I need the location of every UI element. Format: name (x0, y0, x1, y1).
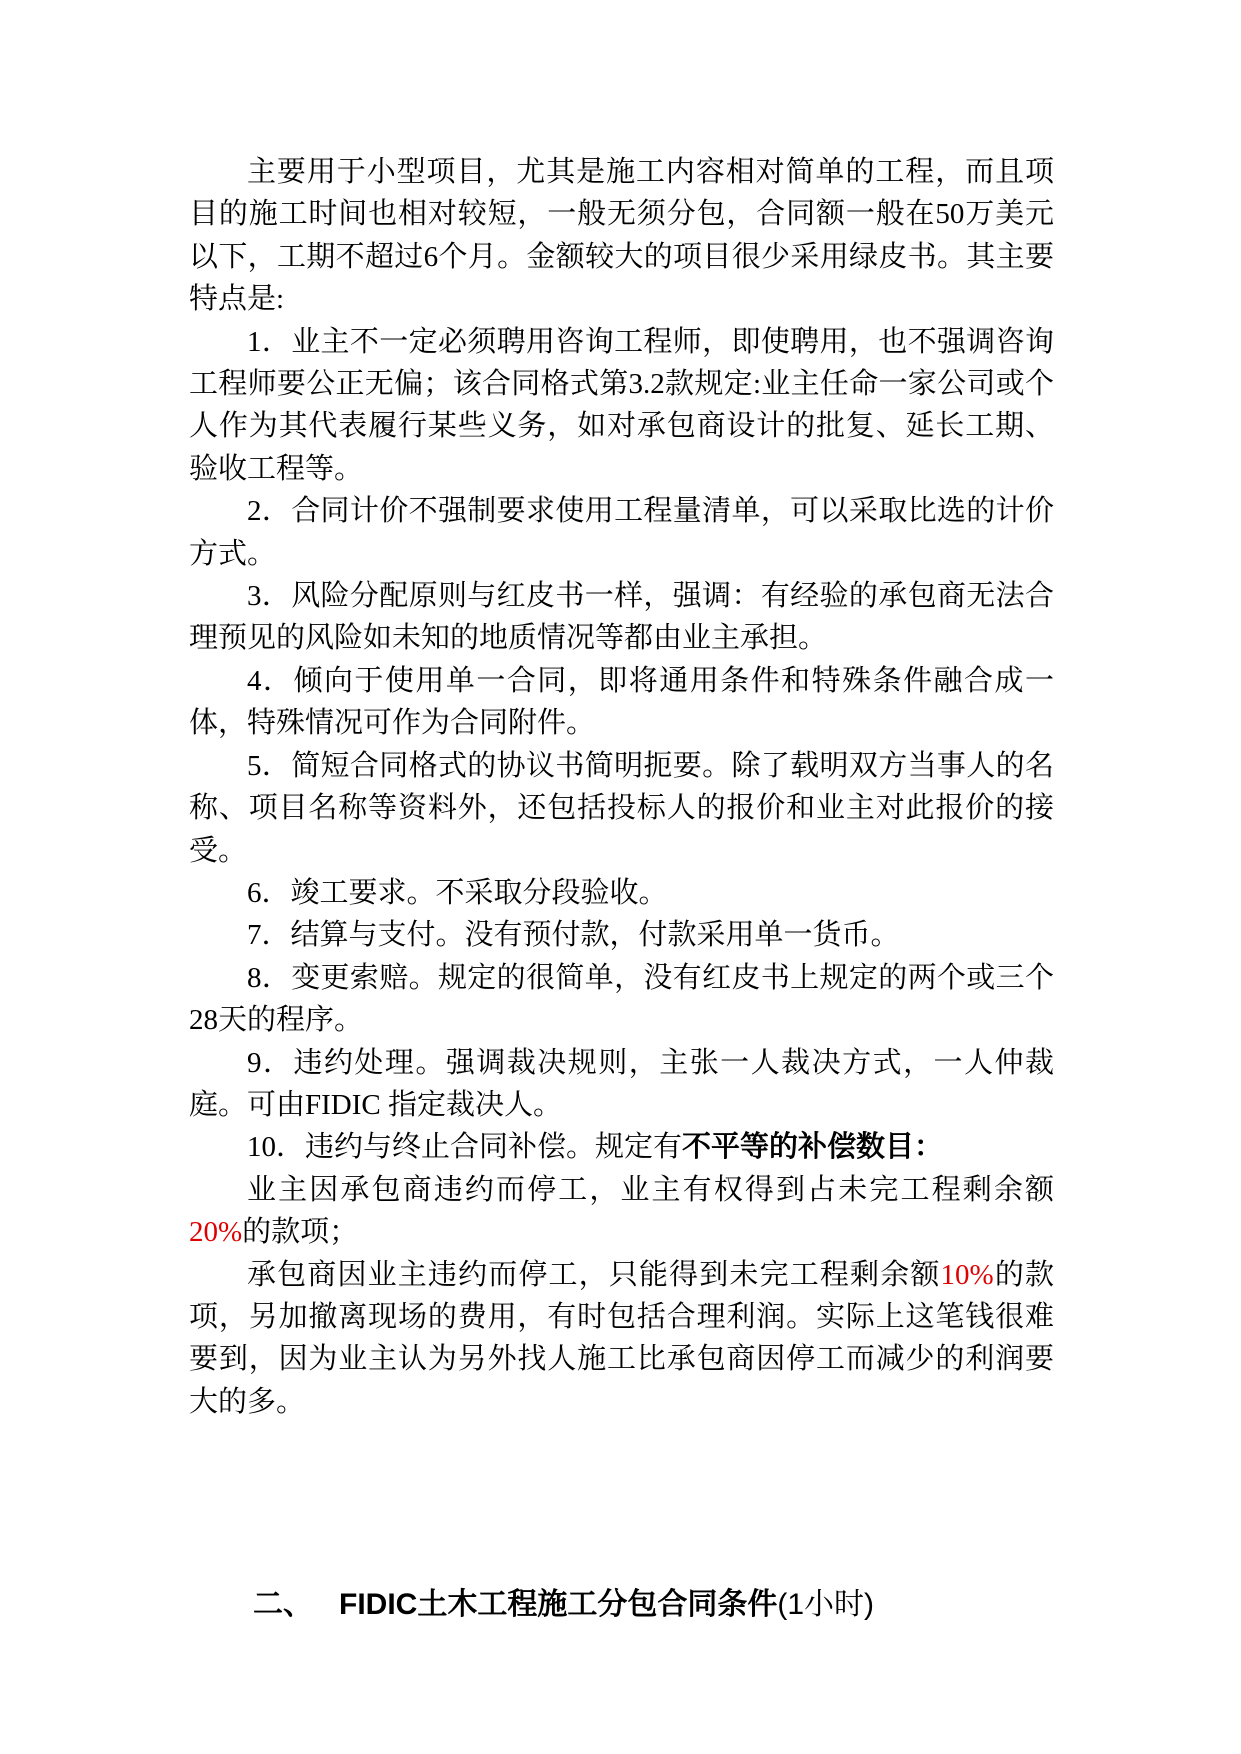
contractor-compensation-paragraph (189, 1254, 1054, 1424)
section-heading (253, 1585, 874, 1625)
owner-text: 业主因承包商违约而停工，业主有权得到占未完工程剩余额 (247, 1173, 1054, 1206)
point-9: 9．违约处理。强调裁决规则，主张一人裁决方式，一人仲裁庭。可由FIDIC 指定裁决人。 (189, 1046, 1054, 1121)
owner-compensation-paragraph (189, 1169, 1054, 1254)
section-duration: (1小时) (777, 1588, 874, 1621)
intro-paragraph: 主要用于小型项目，尤其是施工内容相对简单的工程，而且项目的施工时间也相对较短，一般无须分包，合同额一般在50万美元以下，工期不超过6个月。金额较大的项目很少采用绿皮书。其主要特点是: (189, 156, 1054, 316)
point-10-text: 10．违约与终止合同补偿。规定有 (247, 1131, 683, 1164)
contractor-percentage: 10% (940, 1258, 994, 1291)
point-1: 1．业主不一定必须聘用咨询工程师，即使聘用，也不强调咨询工程师要公正无偏；该合同格式第3.2款规定:业主任命一家公司或个人作为其代表履行某些义务，如对承包商设计的批复、延长工期、验收工程等。 (189, 325, 1054, 485)
section-title: FIDIC土木工程施工分包合同条件 (339, 1588, 778, 1621)
point-6: 6．竣工要求。不采取分段验收。 (247, 876, 668, 909)
section-number: 二、 (253, 1588, 313, 1621)
point-7: 7．结算与支付。没有预付款，付款采用单一货币。 (247, 919, 900, 952)
point-4: 4．倾向于使用单一合同，即将通用条件和特殊条件融合成一体，特殊情况可作为合同附件。 (189, 664, 1054, 740)
point-8: 8．变更索赔。规定的很简单，没有红皮书上规定的两个或三个28天的程序。 (189, 961, 1054, 1037)
point-2: 2．合同计价不强制要求使用工程量清单，可以采取比选的计价方式。 (189, 495, 1054, 570)
point-10 (189, 1126, 1054, 1168)
owner-percentage: 20% (189, 1216, 243, 1249)
contractor-text: 承包商因业主违约而停工，只能得到未完工程剩余额 (247, 1258, 941, 1291)
point-5: 5．简短合同格式的协议书简明扼要。除了载明双方当事人的名称、项目名称等资料外，还包括投标人的报价和业主对此报价的接受。 (189, 749, 1054, 867)
point-3: 3．风险分配原则与红皮书一样，强调：有经验的承包商无法合理预见的风险如未知的地质情况等都由业主承担。 (189, 580, 1054, 655)
point-10-emphasis: 不平等的补偿数目： (682, 1131, 944, 1164)
document-body (189, 151, 1054, 1423)
owner-text-end: 的款项； (242, 1216, 359, 1249)
contractor-text-end: 的款项，另加撤离现场的费用，有时包括合理利润。实际上这笔钱很难要到，因为业主认为另外找人施工比承包商因停工而减少的利润要大的多。 (189, 1258, 1054, 1418)
